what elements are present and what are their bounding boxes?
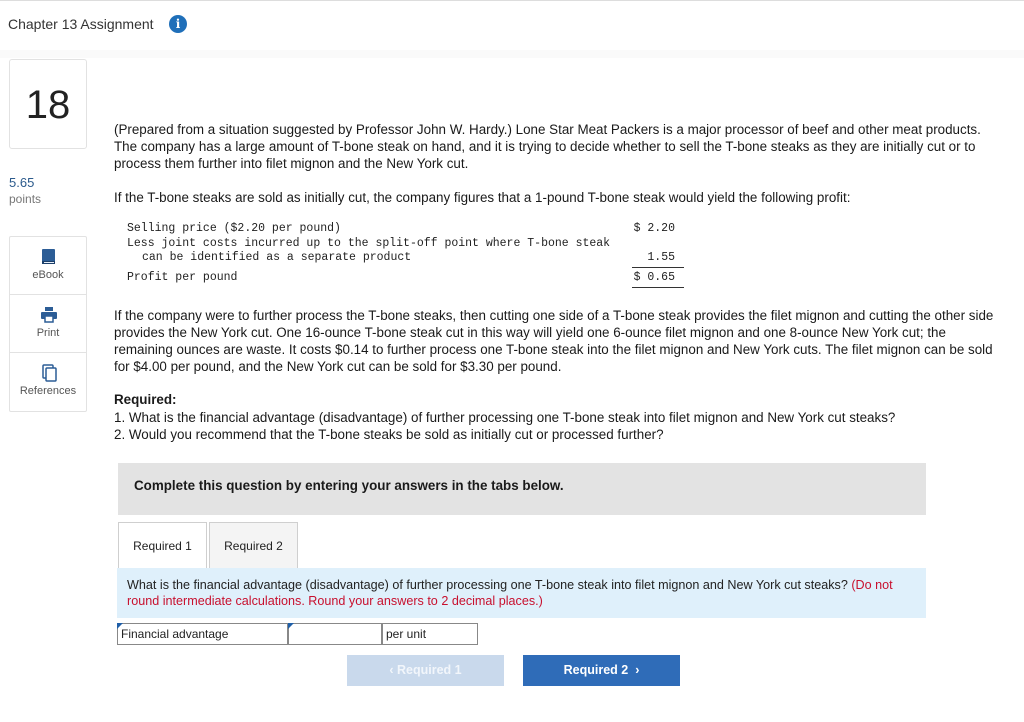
profit-row-label: Profit per pound bbox=[127, 271, 238, 284]
references-button[interactable] bbox=[10, 353, 86, 411]
references-label: References bbox=[19, 385, 77, 397]
previous-tab-button[interactable] bbox=[347, 655, 504, 686]
next-tab-label: Required 2 bbox=[563, 663, 629, 677]
ebook-label: eBook bbox=[32, 269, 64, 281]
print-button[interactable] bbox=[10, 295, 86, 353]
question-number-box bbox=[9, 59, 87, 149]
required-item: 1. What is the financial advantage (disadvantage) of further processing one T-bone steak into filet mignon and New York cut steaks? bbox=[114, 410, 896, 425]
points-value: 5.65 bbox=[9, 175, 35, 190]
question-note: (Do not round intermediate calculations. Round your answers to 2 decimal places.) bbox=[127, 578, 893, 608]
tab-required-2[interactable]: Required 2 bbox=[209, 522, 298, 568]
tools-panel bbox=[9, 236, 87, 412]
instructions-text: Complete this question by entering your answers in the tabs below. bbox=[134, 478, 564, 493]
page-title: Chapter 13 Assignment bbox=[8, 16, 154, 32]
print-label: Print bbox=[36, 327, 60, 339]
required-item: 2. Would you recommend that the T-bone steaks be sold as initially cut or processed further? bbox=[114, 427, 664, 442]
financial-advantage-input[interactable] bbox=[288, 623, 382, 645]
profit-row-label: Selling price ($2.20 per pound) bbox=[127, 222, 341, 235]
total-rule bbox=[632, 287, 684, 288]
points-label: points bbox=[9, 192, 42, 206]
info-icon[interactable]: i bbox=[169, 15, 187, 33]
printer-icon bbox=[40, 306, 58, 324]
chevron-right-icon: › bbox=[628, 663, 640, 677]
page-header bbox=[0, 0, 1024, 50]
profit-row-amount: $ 0.65 bbox=[633, 271, 675, 284]
answer-unit-cell bbox=[382, 623, 478, 645]
required-list bbox=[114, 409, 1004, 443]
subtotal-rule bbox=[632, 267, 684, 268]
answer-unit: per unit bbox=[386, 627, 427, 641]
problem-paragraph-1: (Prepared from a situation suggested by Professor John W. Hardy.) Lone Star Meat Packers is a major processor of beef and other meat products. The company has a large amount of T-bone steak on hand, and it is trying to decide whether to sell the T-bone steaks as they are initially cut or to process them further into filet mignon and the New York cut. bbox=[114, 122, 981, 171]
profit-row-amount: $ 2.20 bbox=[633, 222, 675, 235]
references-icon bbox=[40, 364, 58, 382]
ebook-button[interactable] bbox=[10, 237, 86, 295]
problem-paragraph-3: If the company were to further process the T-bone steaks, then cutting one side of a T-bone steak provides the filet mignon and cutting the other side provides the New York cut. One 16-ounce T-bone steak cut in this way will yield one 6-ounce filet mignon and one 8-ounce New York cut; the remaining ounces are waste. It costs $0.14 to further process one T-bone steak into the filet mignon and New York cuts. The filet mignon can be sold for $4.00 per pound, and the New York cut can be sold for $3.30 per pound. bbox=[114, 308, 994, 374]
question-prompt: What is the financial advantage (disadvantage) of further processing one T-bone steak into filet mignon and New York cut steaks? bbox=[127, 578, 848, 592]
answer-label-cell[interactable] bbox=[117, 623, 288, 645]
question-number: 18 bbox=[25, 83, 71, 127]
previous-tab-label: Required 1 bbox=[397, 663, 462, 677]
points-display bbox=[9, 175, 41, 207]
problem-paragraph-2: If the T-bone steaks are sold as initially cut, the company figures that a 1-pound T-bone steak would yield the following profit: bbox=[114, 190, 851, 205]
chevron-left-icon: ‹ bbox=[389, 663, 398, 677]
next-tab-button[interactable] bbox=[523, 655, 680, 686]
question-prompt-box bbox=[117, 568, 926, 618]
required-heading: Required: bbox=[114, 392, 177, 407]
book-icon bbox=[40, 248, 58, 266]
header-band bbox=[0, 50, 1024, 58]
answer-label: Financial advantage bbox=[121, 627, 229, 641]
tab-required-1[interactable]: Required 1 bbox=[118, 522, 207, 568]
profit-row-label: Less joint costs incurred up to the split-off point where T-bone steak bbox=[127, 237, 611, 250]
instructions-banner bbox=[118, 463, 926, 515]
profit-row-label: can be identified as a separate product bbox=[142, 251, 412, 264]
profit-row-amount: 1.55 bbox=[647, 251, 675, 264]
